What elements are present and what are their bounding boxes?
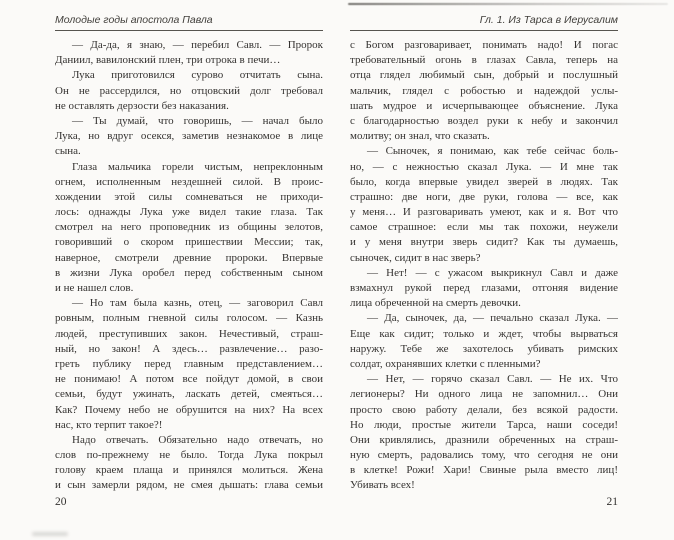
header-rule-left (55, 30, 323, 31)
text-line: отца глядел любимый сын, добрый и послушный (350, 69, 618, 82)
text-line: Как? Почему небо не обрушится на них? На всех (55, 403, 323, 416)
text-line: наверное, смотрели древние пророки. Впервые (55, 251, 323, 264)
text-line: огнем, исполненным нездешней силой. В проис- (55, 175, 323, 188)
text-line: не оставлять дерзости без наказания. (55, 99, 229, 112)
text-line: голову краем плаща и принялся молиться. Жена (55, 464, 323, 477)
text-line: — Сыночек, я понимаю, как тебе сейчас боль- (367, 145, 618, 158)
text-line: просто свою работу делали, без всякой радости. (350, 403, 618, 416)
text-line: Лука приготовился сурово отчитать сына. (72, 69, 323, 82)
text-line: — Да, сыночек, да, — печально сказал Лука. — (367, 312, 618, 325)
text-line: шать мудрое и исчерпывающее объяснение. Лука (350, 99, 618, 112)
text-line: Они кривлялись, дразнили обреченных на страш- (350, 433, 618, 446)
text-line: — Нет, — горячо сказал Савл. — Не их. Что (367, 373, 618, 386)
text-line: слов по-прежнему не было. Тогда Лука покрыл (55, 449, 323, 462)
text-line: — Да-да, я знаю, — перебил Савл. — Пророк (72, 39, 323, 51)
text-line: и у меня внутри зверь сидит? Как ты думаешь, (350, 236, 618, 249)
text-line: греть публику перед главным представлением… (55, 357, 323, 370)
text-line: хождении этой силы сомневаться не приходи- (55, 190, 323, 203)
text-line: говоривший о скором пришествии Мессии; так, (55, 236, 323, 249)
text-line: было, когда впервые увидел зверей в людях. Так (350, 175, 618, 188)
text-line: людей, преступивших закон. Нечестивый, страш- (55, 327, 323, 340)
text-line: сыночек, сидит в нас зверь? (350, 251, 481, 264)
text-line: — Нет! — с ужасом выкрикнул Савл и даже (367, 266, 618, 279)
text-line: взмахнул рукой перед глазами, отгоняя видение (350, 282, 618, 294)
text-line: семьи, будут ужинать, ласкать детей, смеяться… (55, 388, 323, 401)
text-line: и сын замерли рядом, не смея дышать: глава семьи (55, 479, 323, 492)
text-line: в жизни Лука оробел перед собственным сыном (55, 266, 323, 279)
header-rule-right (350, 30, 618, 31)
page-number-left: 20 (55, 496, 67, 508)
page-body-left (55, 38, 323, 494)
text-line: наружу. Тебе же захотелось убивать римских (350, 342, 618, 355)
text-line: с благодарностью воздел руки к небу и закончил (350, 114, 618, 127)
text-line: в клетке! Рожи! Хари! Свиные рыла вместо лиц! (350, 464, 618, 477)
running-header-right: Гл. 1. Из Тарса в Иерусалим (479, 14, 618, 26)
text-line: лица обреченной на смерть девочки. (350, 297, 521, 310)
text-line: самое страшное: если мы так похожи, неужели (350, 221, 618, 234)
text-line: Он не рассердился, но отцовский долг требовал (55, 84, 323, 97)
page-number-right: 21 (606, 496, 618, 508)
text-line: легионеры? Ни одного лица не запомнил… Они (350, 388, 618, 401)
text-line: ный, но закон! А здесь… развлечение… разо- (55, 342, 323, 355)
text-line: ровным, полным гневной силы голосом. — Казнь (55, 312, 323, 325)
page-body-right (350, 38, 618, 494)
text-line: сына. (55, 145, 81, 158)
text-line: нас, кто терпит такое?! (55, 418, 163, 431)
text-line: требовательный огонь в глазах Савла, теперь на (350, 54, 618, 67)
text-line: Убивать всех! (350, 479, 415, 492)
text-line: не понимаю! А потом все пойдут домой, в свои (55, 373, 323, 386)
text-line: но, — с нежностью сказал Лука. — И мне так (350, 160, 618, 173)
page-right (350, 0, 618, 540)
text-line: у меня… И разговаривать умеют, как и я. Вот что (350, 206, 618, 219)
text-line: с Богом разговаривает, понимать надо! И погас (350, 39, 618, 51)
text-line: и не нашел слов. (55, 282, 134, 294)
text-line: Глаза мальчика горели чистым, непреклонным (72, 160, 323, 173)
text-line: Но люди, простые жители Тарса, наши соседи! (350, 418, 618, 431)
text-line: — Но там была казнь, отец, — заговорил Савл (72, 297, 323, 310)
running-header-left: Молодые годы апостола Павла (55, 14, 213, 26)
text-line: молитву; он знал, что сказать. (350, 130, 490, 143)
page-left (55, 0, 323, 540)
text-line: ную смерть, радовались тому, что сегодня не они (350, 449, 618, 462)
text-line: Надо отвечать. Обязательно надо отвечать, но (72, 433, 323, 446)
text-line: мальчик, глядел с робостью и надеждой услы- (350, 84, 618, 97)
text-line: — Ты думай, что говоришь, — начал было (72, 114, 323, 127)
text-line: лось: однажды Лука уже видел такие глаза. Так (55, 206, 323, 219)
text-line: страшно: две ноги, две руки, голова — все, как (350, 190, 618, 203)
text-line: смотрел на него проповедник из общины зелотов, (55, 221, 323, 234)
text-line: Лука, но вдруг осекся, заметив незнакомое в лице (55, 130, 323, 143)
text-line: Еще как сидит; только и ждет, чтобы вырваться (350, 327, 618, 340)
text-line: Даниил, вавилонский плен, три отрока в печи… (55, 54, 281, 67)
text-line: солдат, охранявших клетки с пленными? (350, 357, 541, 370)
